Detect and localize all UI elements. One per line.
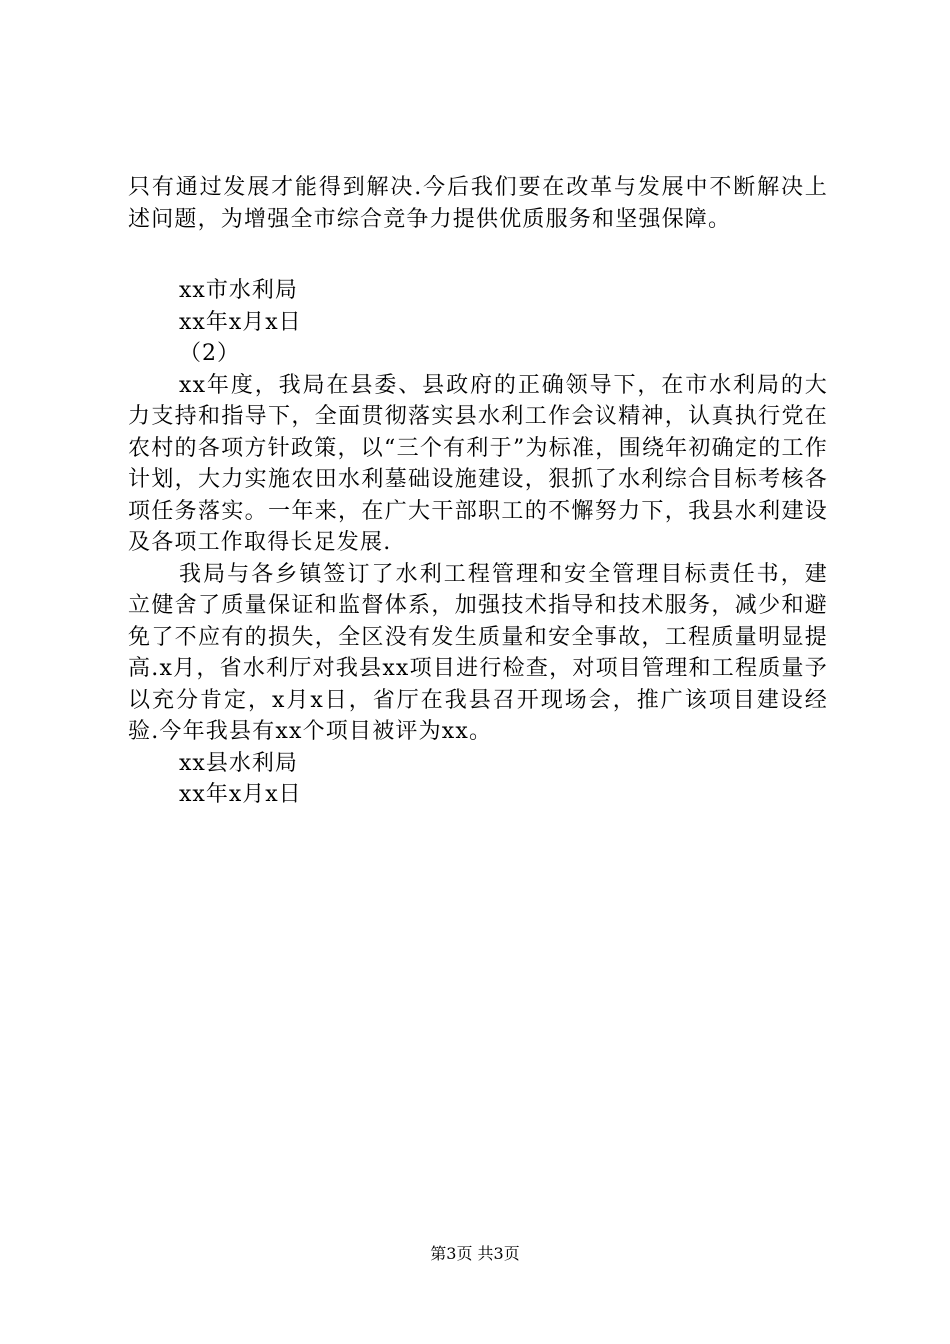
section2-marker: （2）	[179, 341, 240, 366]
section1-signature-date: xx年x月x日	[179, 309, 302, 335]
section1-signature-org: xx市水利局	[179, 278, 298, 303]
page-number-footer: 第3页 共3页	[430, 1244, 520, 1263]
section1-paragraph: 只有通过发展才能得到解决.今后我们要在改革与发展中不断解决上述问题，为增强全市综合竞争力提供优质服务和坚强保障。	[128, 175, 828, 232]
section2-signature-date: xx年x月x日	[179, 782, 302, 807]
section2-paragraph-1: xx年度，我局在县委、县政府的正确领导下，在市水利局的大力支持和指导下，全面贯彻落实县水利工作会议精神，认真执行党在农村的各项方针政策，以“三个有利于”为标准，围绕年初确定的工作计划，大力实施农田水利墓础设施建设，狠抓了水利综合目标考核各项任务落实。一年来，在广大干部职工的不懈努力下，我县水利建设及各项工作取得长足发展.	[128, 372, 828, 555]
section2-paragraph-2: 我局与各乡镇签订了水利工程管理和安全管理目标责任书，建立健舍了质量保证和监督体系，加强技术指导和技术服务，减少和避免了不应有的损失，全区没有发生质量和安全事故，工程质量明显提高.x月，省水利厅对我县xx项目进行检查，对项目管理和工程质量予以充分肯定，x月x日，省厅在我县召开现场会，推广该项目建设经验.今年我县有xx个项目被评为xx。	[128, 561, 828, 744]
document-body	[128, 172, 828, 811]
paragraph-gap	[128, 235, 828, 275]
section2-signature-org: xx县水利局	[179, 750, 298, 776]
